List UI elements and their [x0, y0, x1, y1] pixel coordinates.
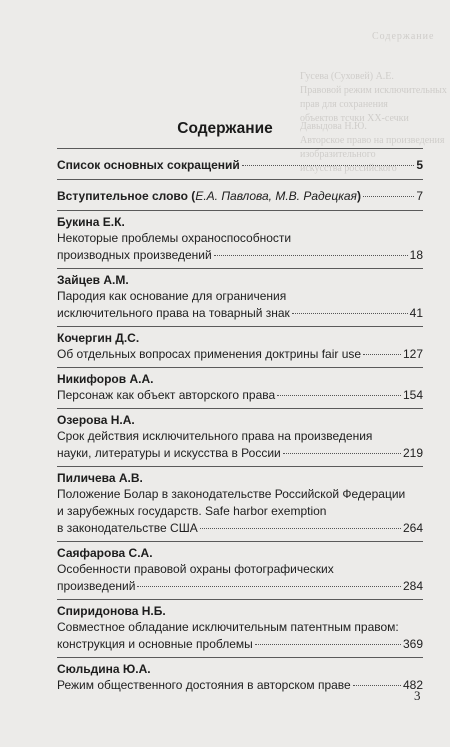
toc-line: Срок действия исключительного права на произведения — [57, 429, 373, 443]
dot-leader — [255, 644, 401, 645]
dot-leader — [292, 313, 408, 314]
toc-entry — [57, 467, 423, 541]
toc-entry-title: производных произведений — [57, 248, 212, 262]
toc-line: Некоторые проблемы охраноспособности — [57, 231, 292, 245]
toc-line — [57, 346, 423, 363]
dot-leader — [200, 528, 401, 529]
page-number: 3 — [414, 688, 421, 703]
toc-author: Сюльдина Ю.А. — [57, 662, 151, 676]
dot-leader — [363, 354, 401, 355]
dot-leader — [137, 586, 401, 587]
toc-line — [57, 578, 423, 595]
toc-author: Спиридонова Н.Б. — [57, 604, 166, 618]
toc-line — [57, 157, 423, 174]
toc-page-number: 18 — [409, 248, 423, 262]
toc-line — [57, 387, 423, 404]
toc-author: Никифоров А.А. — [57, 372, 154, 386]
dot-leader — [242, 165, 415, 166]
dot-leader — [214, 255, 408, 256]
bleed-through-text: Гусева (Суховей) А.Е. Правовой режим исключительных прав для сохранения объектов тсчки ХХ-сечки — [300, 71, 447, 124]
toc-entry — [57, 327, 423, 367]
toc-entry — [57, 211, 423, 268]
toc-line — [57, 305, 423, 322]
toc-page-number: 369 — [402, 637, 423, 651]
toc-page-number: 41 — [409, 306, 423, 320]
toc-page-number: 127 — [402, 347, 423, 361]
toc-line — [57, 636, 423, 653]
toc-entry-title: исключительного права на товарный знак — [57, 306, 290, 320]
toc-page-number: 264 — [402, 521, 423, 535]
toc-entry — [57, 368, 423, 408]
toc-author: Букина Е.К. — [57, 215, 125, 229]
toc-author: Саяфарова С.А. — [57, 546, 153, 560]
bleed-through-text: Давыдова Н.Ю. Авторское право на произведения изобразительного искусства российского — [300, 121, 445, 174]
toc-page-number: 5 — [416, 158, 423, 172]
toc-line: Совместное обладание исключительным патентным правом: — [57, 620, 399, 634]
toc-line: Положение Болар в законодательстве Российской Федерации — [57, 487, 406, 501]
toc-entry-authors: Е.А. Павлова, М.В. Радецкая — [195, 189, 357, 203]
toc-entry-title-part: ) — [356, 189, 361, 203]
toc-author: Зайцев А.М. — [57, 273, 129, 287]
toc-page-number: 154 — [402, 388, 423, 402]
toc-entry-title: конструкция и основные проблемы — [57, 637, 253, 651]
toc-entry-title: Список основных сокращений — [57, 158, 240, 172]
toc-entry — [57, 542, 423, 599]
toc-line — [57, 445, 423, 462]
toc-entry-title: Об отдельных вопросах применения доктрины fair use — [57, 347, 362, 361]
toc-entry-title: Режим общественного достояния в авторском праве — [57, 678, 351, 692]
dot-leader — [353, 685, 401, 686]
toc-entry — [57, 658, 423, 698]
bleed-through-header: Содержание — [372, 31, 435, 42]
dot-leader — [283, 453, 401, 454]
toc-entry — [57, 269, 423, 326]
toc-page-number: 7 — [416, 189, 423, 203]
toc-entry-title: в законодательстве США — [57, 521, 198, 535]
toc-entry-title-part: Вступительное слово ( — [57, 189, 196, 203]
toc-entry — [57, 600, 423, 657]
toc-line: Особенности правовой охраны фотографических — [57, 562, 334, 576]
toc-line: и зарубежных государств. Safe harbor exemption — [57, 504, 327, 518]
page-title: Содержание — [177, 120, 273, 137]
dot-leader — [277, 395, 401, 396]
toc-line — [57, 188, 423, 205]
toc-line — [57, 247, 423, 264]
toc-line: Пародия как основание для ограничения — [57, 289, 287, 303]
toc-entry — [57, 180, 423, 210]
toc-entry — [57, 149, 423, 179]
toc-page-number: 284 — [402, 579, 423, 593]
toc-page-number: 482 — [402, 678, 423, 692]
table-of-contents — [57, 148, 423, 698]
toc-author: Озерова Н.А. — [57, 413, 135, 427]
toc-entry-title — [57, 188, 361, 205]
toc-entry-title: науки, литературы и искусства в России — [57, 446, 281, 460]
toc-entry-title: Персонаж как объект авторского права — [57, 388, 276, 402]
dot-leader — [363, 196, 414, 197]
toc-line — [57, 520, 423, 537]
toc-line — [57, 677, 423, 694]
toc-author: Пиличева А.В. — [57, 471, 143, 485]
toc-author: Кочергин Д.С. — [57, 331, 140, 345]
toc-page-number: 219 — [402, 446, 423, 460]
toc-entry-title: произведений — [57, 579, 136, 593]
toc-entry — [57, 409, 423, 466]
